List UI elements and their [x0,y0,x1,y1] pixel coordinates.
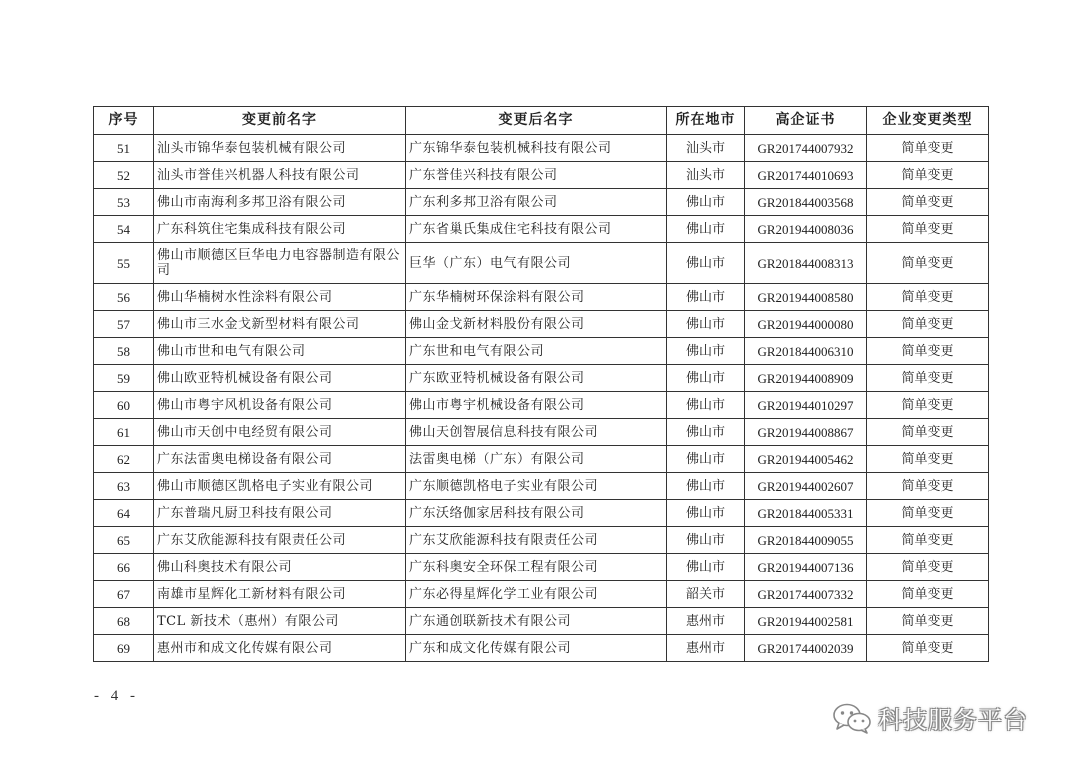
watermark [832,700,1028,735]
cell-change-type: 简单变更 [867,608,989,635]
cell-name-before: 佛山市世和电气有限公司 [154,338,406,365]
cell-change-type: 简单变更 [867,189,989,216]
table-row [94,500,989,527]
cell-city: 佛山市 [667,243,745,284]
header-change-type: 企业变更类型 [867,107,989,135]
cell-name-before: 佛山市南海利多邦卫浴有限公司 [154,189,406,216]
cell-certificate: GR201844008313 [745,243,867,284]
table-row [94,338,989,365]
table-row [94,554,989,581]
cell-name-after: 广东沃络伽家居科技有限公司 [406,500,667,527]
table-row [94,189,989,216]
cell-change-type: 简单变更 [867,446,989,473]
cell-serial-number: 61 [94,419,154,446]
page-number: - 4 - [94,688,139,704]
cell-name-before: 佛山科奥技术有限公司 [154,554,406,581]
cell-certificate: GR201944008867 [745,419,867,446]
cell-name-before: 汕头市锦华泰包装机械有限公司 [154,135,406,162]
table-row [94,635,989,662]
cell-city: 韶关市 [667,581,745,608]
cell-city: 佛山市 [667,216,745,243]
cell-city: 汕头市 [667,162,745,189]
cell-certificate: GR201744010693 [745,162,867,189]
cell-change-type: 简单变更 [867,635,989,662]
cell-change-type: 简单变更 [867,419,989,446]
cell-change-type: 简单变更 [867,581,989,608]
table-row [94,473,989,500]
cell-city: 佛山市 [667,189,745,216]
cell-name-before: 佛山华楠树水性涂料有限公司 [154,284,406,311]
cell-name-before: 佛山市顺德区凯格电子实业有限公司 [154,473,406,500]
cell-city: 佛山市 [667,338,745,365]
cell-name-before: 广东科筑住宅集成科技有限公司 [154,216,406,243]
cell-certificate: GR201944008909 [745,365,867,392]
cell-name-after: 广东艾欣能源科技有限责任公司 [406,527,667,554]
cell-name-after: 佛山天创智展信息科技有限公司 [406,419,667,446]
cell-city: 佛山市 [667,311,745,338]
cell-name-before: 惠州市和成文化传媒有限公司 [154,635,406,662]
cell-serial-number: 54 [94,216,154,243]
cell-certificate: GR201844009055 [745,527,867,554]
table-row [94,135,989,162]
cell-change-type: 简单变更 [867,243,989,284]
cell-certificate: GR201744007332 [745,581,867,608]
enterprise-change-table [93,106,989,662]
cell-certificate: GR201944008036 [745,216,867,243]
cell-city: 佛山市 [667,473,745,500]
table-row [94,284,989,311]
cell-certificate: GR201944010297 [745,392,867,419]
cell-name-before: TCL 新技术（惠州）有限公司 [154,608,406,635]
cell-serial-number: 64 [94,500,154,527]
cell-serial-number: 69 [94,635,154,662]
header-name-before: 变更前名字 [154,107,406,135]
header-serial-number: 序号 [94,107,154,135]
cell-name-before: 南雄市星辉化工新材料有限公司 [154,581,406,608]
cell-serial-number: 52 [94,162,154,189]
cell-city: 佛山市 [667,419,745,446]
cell-serial-number: 62 [94,446,154,473]
cell-change-type: 简单变更 [867,216,989,243]
cell-name-before: 佛山市天创中电经贸有限公司 [154,419,406,446]
cell-serial-number: 60 [94,392,154,419]
header-name-after: 变更后名字 [406,107,667,135]
cell-name-after: 广东科奥安全环保工程有限公司 [406,554,667,581]
cell-change-type: 简单变更 [867,473,989,500]
cell-certificate: GR201744007932 [745,135,867,162]
cell-serial-number: 65 [94,527,154,554]
table-row [94,216,989,243]
cell-certificate: GR201844005331 [745,500,867,527]
table-row [94,581,989,608]
cell-name-after: 广东世和电气有限公司 [406,338,667,365]
cell-name-after: 法雷奥电梯（广东）有限公司 [406,446,667,473]
cell-change-type: 简单变更 [867,365,989,392]
cell-city: 汕头市 [667,135,745,162]
cell-serial-number: 56 [94,284,154,311]
table-row [94,365,989,392]
cell-certificate: GR201844003568 [745,189,867,216]
cell-change-type: 简单变更 [867,311,989,338]
cell-change-type: 简单变更 [867,500,989,527]
table-row [94,446,989,473]
cell-serial-number: 57 [94,311,154,338]
cell-name-after: 广东省巢氏集成住宅科技有限公司 [406,216,667,243]
cell-name-after: 广东欧亚特机械设备有限公司 [406,365,667,392]
cell-name-before: 广东艾欣能源科技有限责任公司 [154,527,406,554]
cell-name-after: 广东通创联新技术有限公司 [406,608,667,635]
cell-name-after: 广东华楠树环保涂料有限公司 [406,284,667,311]
cell-city: 佛山市 [667,284,745,311]
table-row [94,162,989,189]
cell-serial-number: 59 [94,365,154,392]
cell-name-before: 汕头市誉佳兴机器人科技有限公司 [154,162,406,189]
cell-name-after: 巨华（广东）电气有限公司 [406,243,667,284]
cell-city: 佛山市 [667,500,745,527]
table-header-row [94,107,989,135]
cell-serial-number: 67 [94,581,154,608]
cell-city: 佛山市 [667,446,745,473]
table-row [94,243,989,284]
cell-change-type: 简单变更 [867,338,989,365]
cell-city: 佛山市 [667,392,745,419]
cell-city: 佛山市 [667,527,745,554]
header-certificate: 高企证书 [745,107,867,135]
cell-serial-number: 68 [94,608,154,635]
cell-name-after: 广东誉佳兴科技有限公司 [406,162,667,189]
cell-change-type: 简单变更 [867,284,989,311]
cell-city: 佛山市 [667,365,745,392]
cell-city: 惠州市 [667,635,745,662]
watermark-text: 科技服务平台 [878,706,1028,734]
table-row [94,608,989,635]
cell-certificate: GR201844006310 [745,338,867,365]
cell-change-type: 简单变更 [867,554,989,581]
cell-name-before: 广东普瑞凡厨卫科技有限公司 [154,500,406,527]
cell-certificate: GR201944002581 [745,608,867,635]
cell-name-before: 佛山市三水金戈新型材料有限公司 [154,311,406,338]
cell-change-type: 简单变更 [867,392,989,419]
cell-name-after: 广东锦华泰包装机械科技有限公司 [406,135,667,162]
table-row [94,392,989,419]
cell-serial-number: 63 [94,473,154,500]
table-row [94,527,989,554]
cell-serial-number: 53 [94,189,154,216]
cell-name-after: 广东必得星辉化学工业有限公司 [406,581,667,608]
cell-name-after: 佛山市粤宇机械设备有限公司 [406,392,667,419]
cell-name-before: 佛山市顺德区巨华电力电容器制造有限公司 [154,243,406,284]
table-row [94,311,989,338]
cell-name-before: 佛山市粤宇风机设备有限公司 [154,392,406,419]
header-city: 所在地市 [667,107,745,135]
cell-name-after: 广东利多邦卫浴有限公司 [406,189,667,216]
table-body [94,135,989,662]
cell-certificate: GR201944007136 [745,554,867,581]
cell-certificate: GR201944005462 [745,446,867,473]
cell-name-after: 广东和成文化传媒有限公司 [406,635,667,662]
cell-serial-number: 58 [94,338,154,365]
table-row [94,419,989,446]
cell-name-before: 佛山欧亚特机械设备有限公司 [154,365,406,392]
cell-serial-number: 55 [94,243,154,284]
wechat-icon [832,702,872,734]
cell-city: 惠州市 [667,608,745,635]
cell-change-type: 简单变更 [867,135,989,162]
cell-change-type: 简单变更 [867,162,989,189]
cell-city: 佛山市 [667,554,745,581]
cell-certificate: GR201744002039 [745,635,867,662]
cell-name-after: 佛山金戈新材料股份有限公司 [406,311,667,338]
cell-serial-number: 66 [94,554,154,581]
cell-certificate: GR201944008580 [745,284,867,311]
cell-serial-number: 51 [94,135,154,162]
cell-name-before: 广东法雷奥电梯设备有限公司 [154,446,406,473]
cell-name-after: 广东顺德凯格电子实业有限公司 [406,473,667,500]
cell-change-type: 简单变更 [867,527,989,554]
cell-certificate: GR201944000080 [745,311,867,338]
cell-certificate: GR201944002607 [745,473,867,500]
